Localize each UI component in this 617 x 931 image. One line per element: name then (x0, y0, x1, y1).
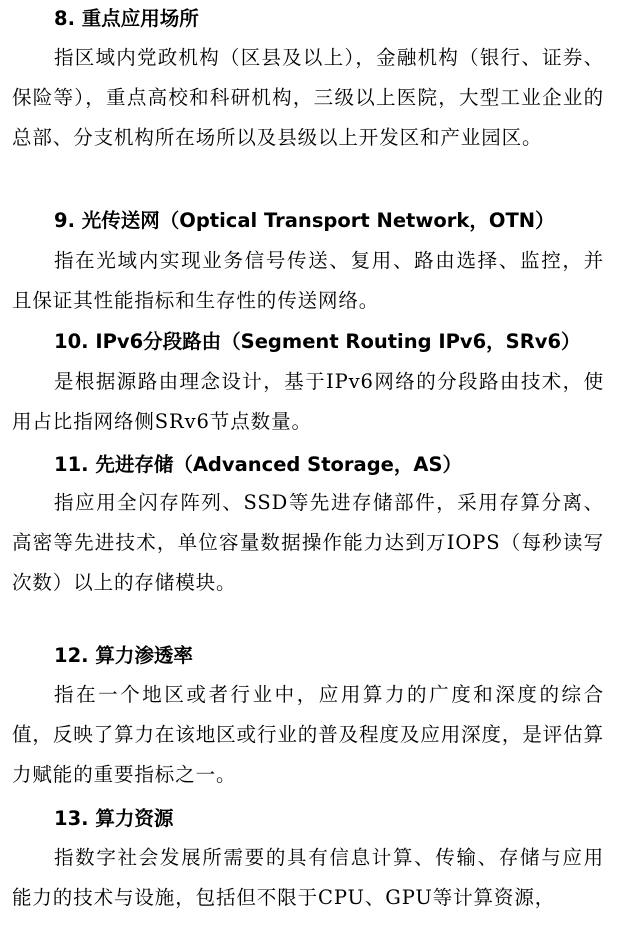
section-heading-12: 12. 算力渗透率 (54, 644, 193, 667)
section-body-8: 指区域内党政机构（区县及以上），金融机构（银行、证券、保险等），重点高校和科研机构，三级以上医院，大型工业企业的总部、分支机构所在场所以及县级以上开发区和产业园区。 (12, 46, 604, 149)
section-heading-9: 9. 光传送网（Optical Transport Network，OTN） (54, 209, 555, 232)
section-body-11: 指应用全闪存阵列、SSD等先进存储部件，采用存算分离、高密等先进技术，单位容量数据操作能力达到万IOPS（每秒读写次数）以上的存储模块。 (12, 491, 604, 594)
section-body-13: 指数字社会发展所需要的具有信息计算、传输、存储与应用能力的技术与设施，包括但不限于CPU、GPU等计算资源， (12, 846, 604, 909)
section-body-12: 指在一个地区或者行业中，应用算力的广度和深度的综合值，反映了算力在该地区或行业的普及程度及应用深度，是评估算力赋能的重要指标之一。 (12, 683, 604, 786)
section-heading-13: 13. 算力资源 (54, 807, 174, 830)
section-body-9: 指在光域内实现业务信号传送、复用、路由选择、监控，并且保证其性能指标和生存性的传送网络。 (12, 249, 604, 312)
section-body-10: 是根据源路由理念设计，基于IPv6网络的分段路由技术，使用占比指网络侧SRv6节点数量。 (12, 370, 604, 433)
section-heading-8: 8. 重点应用场所 (54, 7, 199, 30)
section-heading-10: 10. IPv6分段路由（Segment Routing IPv6，SRv6） (54, 330, 581, 353)
section-heading-11: 11. 先进存储（Advanced Storage，AS） (54, 453, 463, 476)
